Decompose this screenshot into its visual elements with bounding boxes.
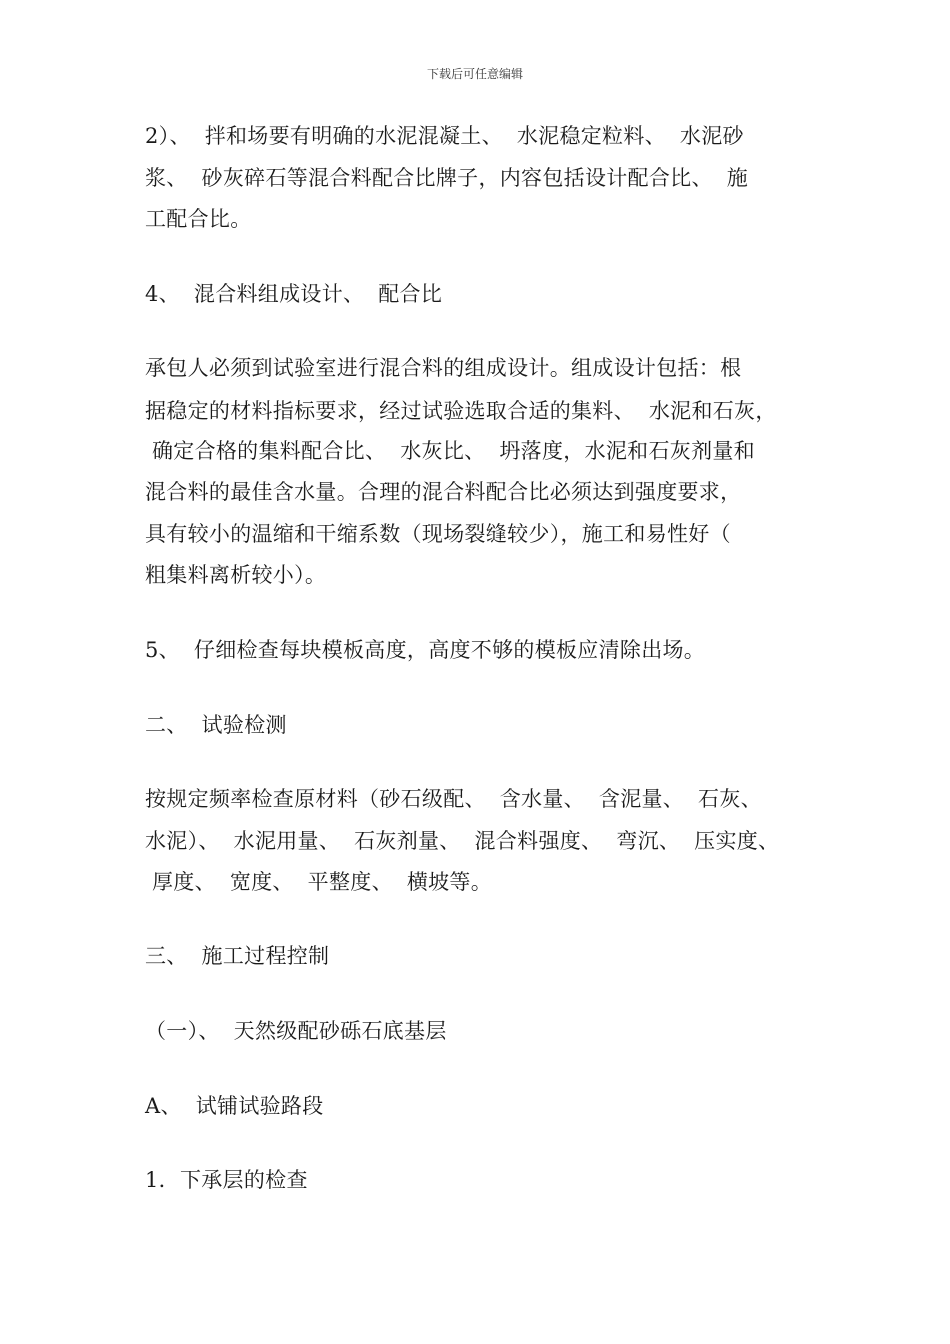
text-line: 粗集料离析较小）。	[145, 563, 327, 587]
subsection-heading: 1．下承层的检查	[145, 1168, 308, 1192]
text-line: 浆、 砂灰碎石等混合料配合比牌子，内容包括设计配合比、 施	[145, 166, 748, 190]
text-line: 2）、 拌和场要有明确的水泥混凝土、 水泥稳定粒料、 水泥砂	[145, 124, 744, 148]
section-heading: 4、 混合料组成设计、 配合比	[145, 282, 443, 306]
text-line: 确定合格的集料配合比、 水灰比、 坍落度，水泥和石灰剂量和	[145, 439, 755, 463]
text-line: 承包人必须到试验室进行混合料的组成设计。组成设计包括：根	[145, 356, 742, 380]
text-line: 5、 仔细检查每块模板高度，高度不够的模板应清除出场。	[145, 638, 706, 662]
text-line: 按规定频率检查原材料（砂石级配、 含水量、 含泥量、 石灰、	[145, 787, 762, 811]
subsection-heading: （一）、 天然级配砂砾石底基层	[145, 1019, 447, 1043]
text-line: 混合料的最佳含水量。合理的混合料配合比必须达到强度要求，	[145, 480, 742, 504]
section-heading: 二、 试验检测	[145, 713, 287, 737]
text-line: 水泥）、 水泥用量、 石灰剂量、 混合料强度、 弯沉、 压实度、	[145, 829, 780, 853]
text-line: 厚度、 宽度、 平整度、 横坡等。	[145, 870, 493, 894]
page-header: 下载后可任意编辑	[426, 67, 523, 81]
text-line: 工配合比。	[145, 207, 252, 231]
text-line: 据稳定的材料指标要求，经过试验选取合适的集料、 水泥和石灰，	[145, 399, 777, 423]
subsection-heading: A、 试铺试验路段	[145, 1094, 324, 1118]
text-line: 具有较小的温缩和干缩系数（现场裂缝较少），施工和易性好（	[145, 522, 731, 546]
section-heading: 三、 施工过程控制	[145, 944, 330, 968]
